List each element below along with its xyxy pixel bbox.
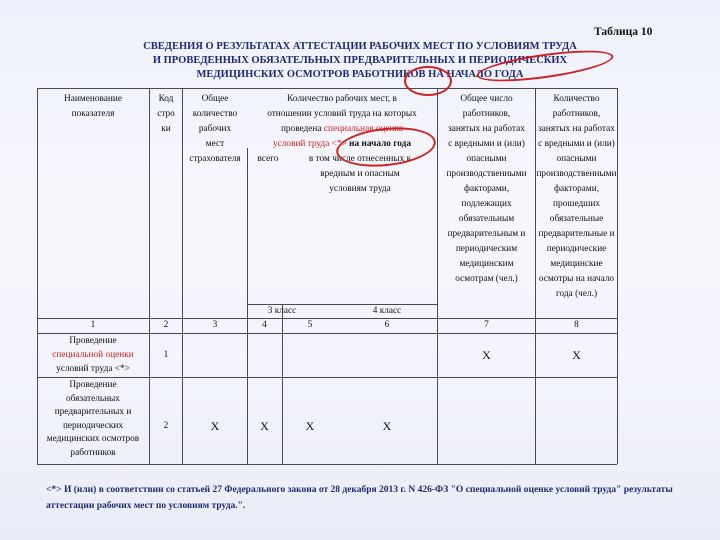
row-1-name-text-1: Проведение bbox=[69, 336, 117, 346]
highlight-ellipse bbox=[404, 66, 452, 96]
column-number: 6 bbox=[384, 320, 390, 330]
header-workers-total: Общее число работников, занятых на работах с вредными и (или) опасными производственными факторами, подлежащих обязательным предварительным и периодическим медицинским осмотрам (чел.) bbox=[446, 94, 527, 284]
header-harmful: в том числе отнесенных к вредным и опасным условиям труда bbox=[308, 154, 412, 194]
grid-line bbox=[37, 377, 617, 378]
header-places-main-text-2: на начало года bbox=[346, 139, 411, 149]
column-number: 8 bbox=[574, 320, 579, 330]
data-table bbox=[37, 88, 617, 464]
row-2-code: 2 bbox=[163, 421, 169, 431]
row-1-name-red: специальной оценки bbox=[52, 350, 134, 360]
row-1-code: 1 bbox=[163, 350, 169, 360]
header-code: Код стро ки bbox=[157, 94, 175, 134]
header-total: всего bbox=[257, 154, 279, 164]
column-number: 4 bbox=[262, 320, 267, 330]
footnote: <*> И (или) в соответствии со статьей 27 Федерального закона от 28 декабря 2013 г. N 426-ФЗ "О специальной оценке условий труда" результаты аттестации рабочих мест по условиям труда.". bbox=[46, 485, 673, 511]
title-line-2: И ПРОВЕДЕННЫХ ОБЯЗАТЕЛЬНЫХ ПРЕДВАРИТЕЛЬНЫХ И ПЕРИОДИЧЕСКИХ bbox=[152, 55, 568, 66]
row-1-name bbox=[37, 334, 149, 376]
grid-line bbox=[37, 88, 617, 89]
row-1-col-7: X bbox=[482, 348, 491, 362]
header-places-main-text-1: Количество рабочих мест, в отношении условий труда на которых проведена bbox=[267, 94, 417, 134]
row-2-col-3: X bbox=[210, 419, 220, 433]
table-number-label: Таблица 10 bbox=[594, 26, 653, 38]
row-2-name: Проведение обязательных предварительных и периодических медицинских осмотров работников bbox=[46, 380, 140, 458]
grid-line bbox=[149, 88, 150, 464]
title-line-1: СВЕДЕНИЯ О РЕЗУЛЬТАТАХ АТТЕСТАЦИИ РАБОЧИХ МЕСТ ПО УСЛОВИЯМ ТРУДА bbox=[143, 41, 577, 52]
title-line-3: МЕДИЦИНСКИХ ОСМОТРОВ РАБОТНИКОВ НА НАЧАЛО ГОДА bbox=[196, 69, 524, 80]
header-class-3: 3 класс bbox=[267, 306, 297, 316]
header-workers-passed: Количество работников, занятых на работах с вредными и (или) опасными производственными факторами, прошедших обязательные предварительные и периодические медицинские осмотры на начало года (чел.) bbox=[536, 94, 617, 299]
column-number: 5 bbox=[307, 320, 313, 330]
header-class-4: 4 класс bbox=[372, 306, 402, 316]
row-2-col-4: X bbox=[260, 419, 269, 433]
column-number: 1 bbox=[90, 320, 96, 330]
header-places-main-red: специальная оценка условий труда <*> bbox=[273, 124, 404, 149]
header-name: Наименование показателя bbox=[64, 94, 122, 119]
row-2-col-5: X bbox=[305, 419, 315, 433]
column-number: 2 bbox=[163, 320, 169, 330]
column-number: 7 bbox=[484, 320, 489, 330]
row-2-col-6: X bbox=[382, 419, 392, 433]
header-total-places: Общее количество рабочих мест страхователя bbox=[189, 94, 241, 164]
grid-line bbox=[617, 88, 618, 464]
column-number: 3 bbox=[212, 320, 218, 330]
row-1-col-8: X bbox=[572, 348, 581, 362]
grid-line bbox=[37, 464, 617, 465]
row-1-name-text-2: условий труда <*> bbox=[56, 364, 130, 374]
